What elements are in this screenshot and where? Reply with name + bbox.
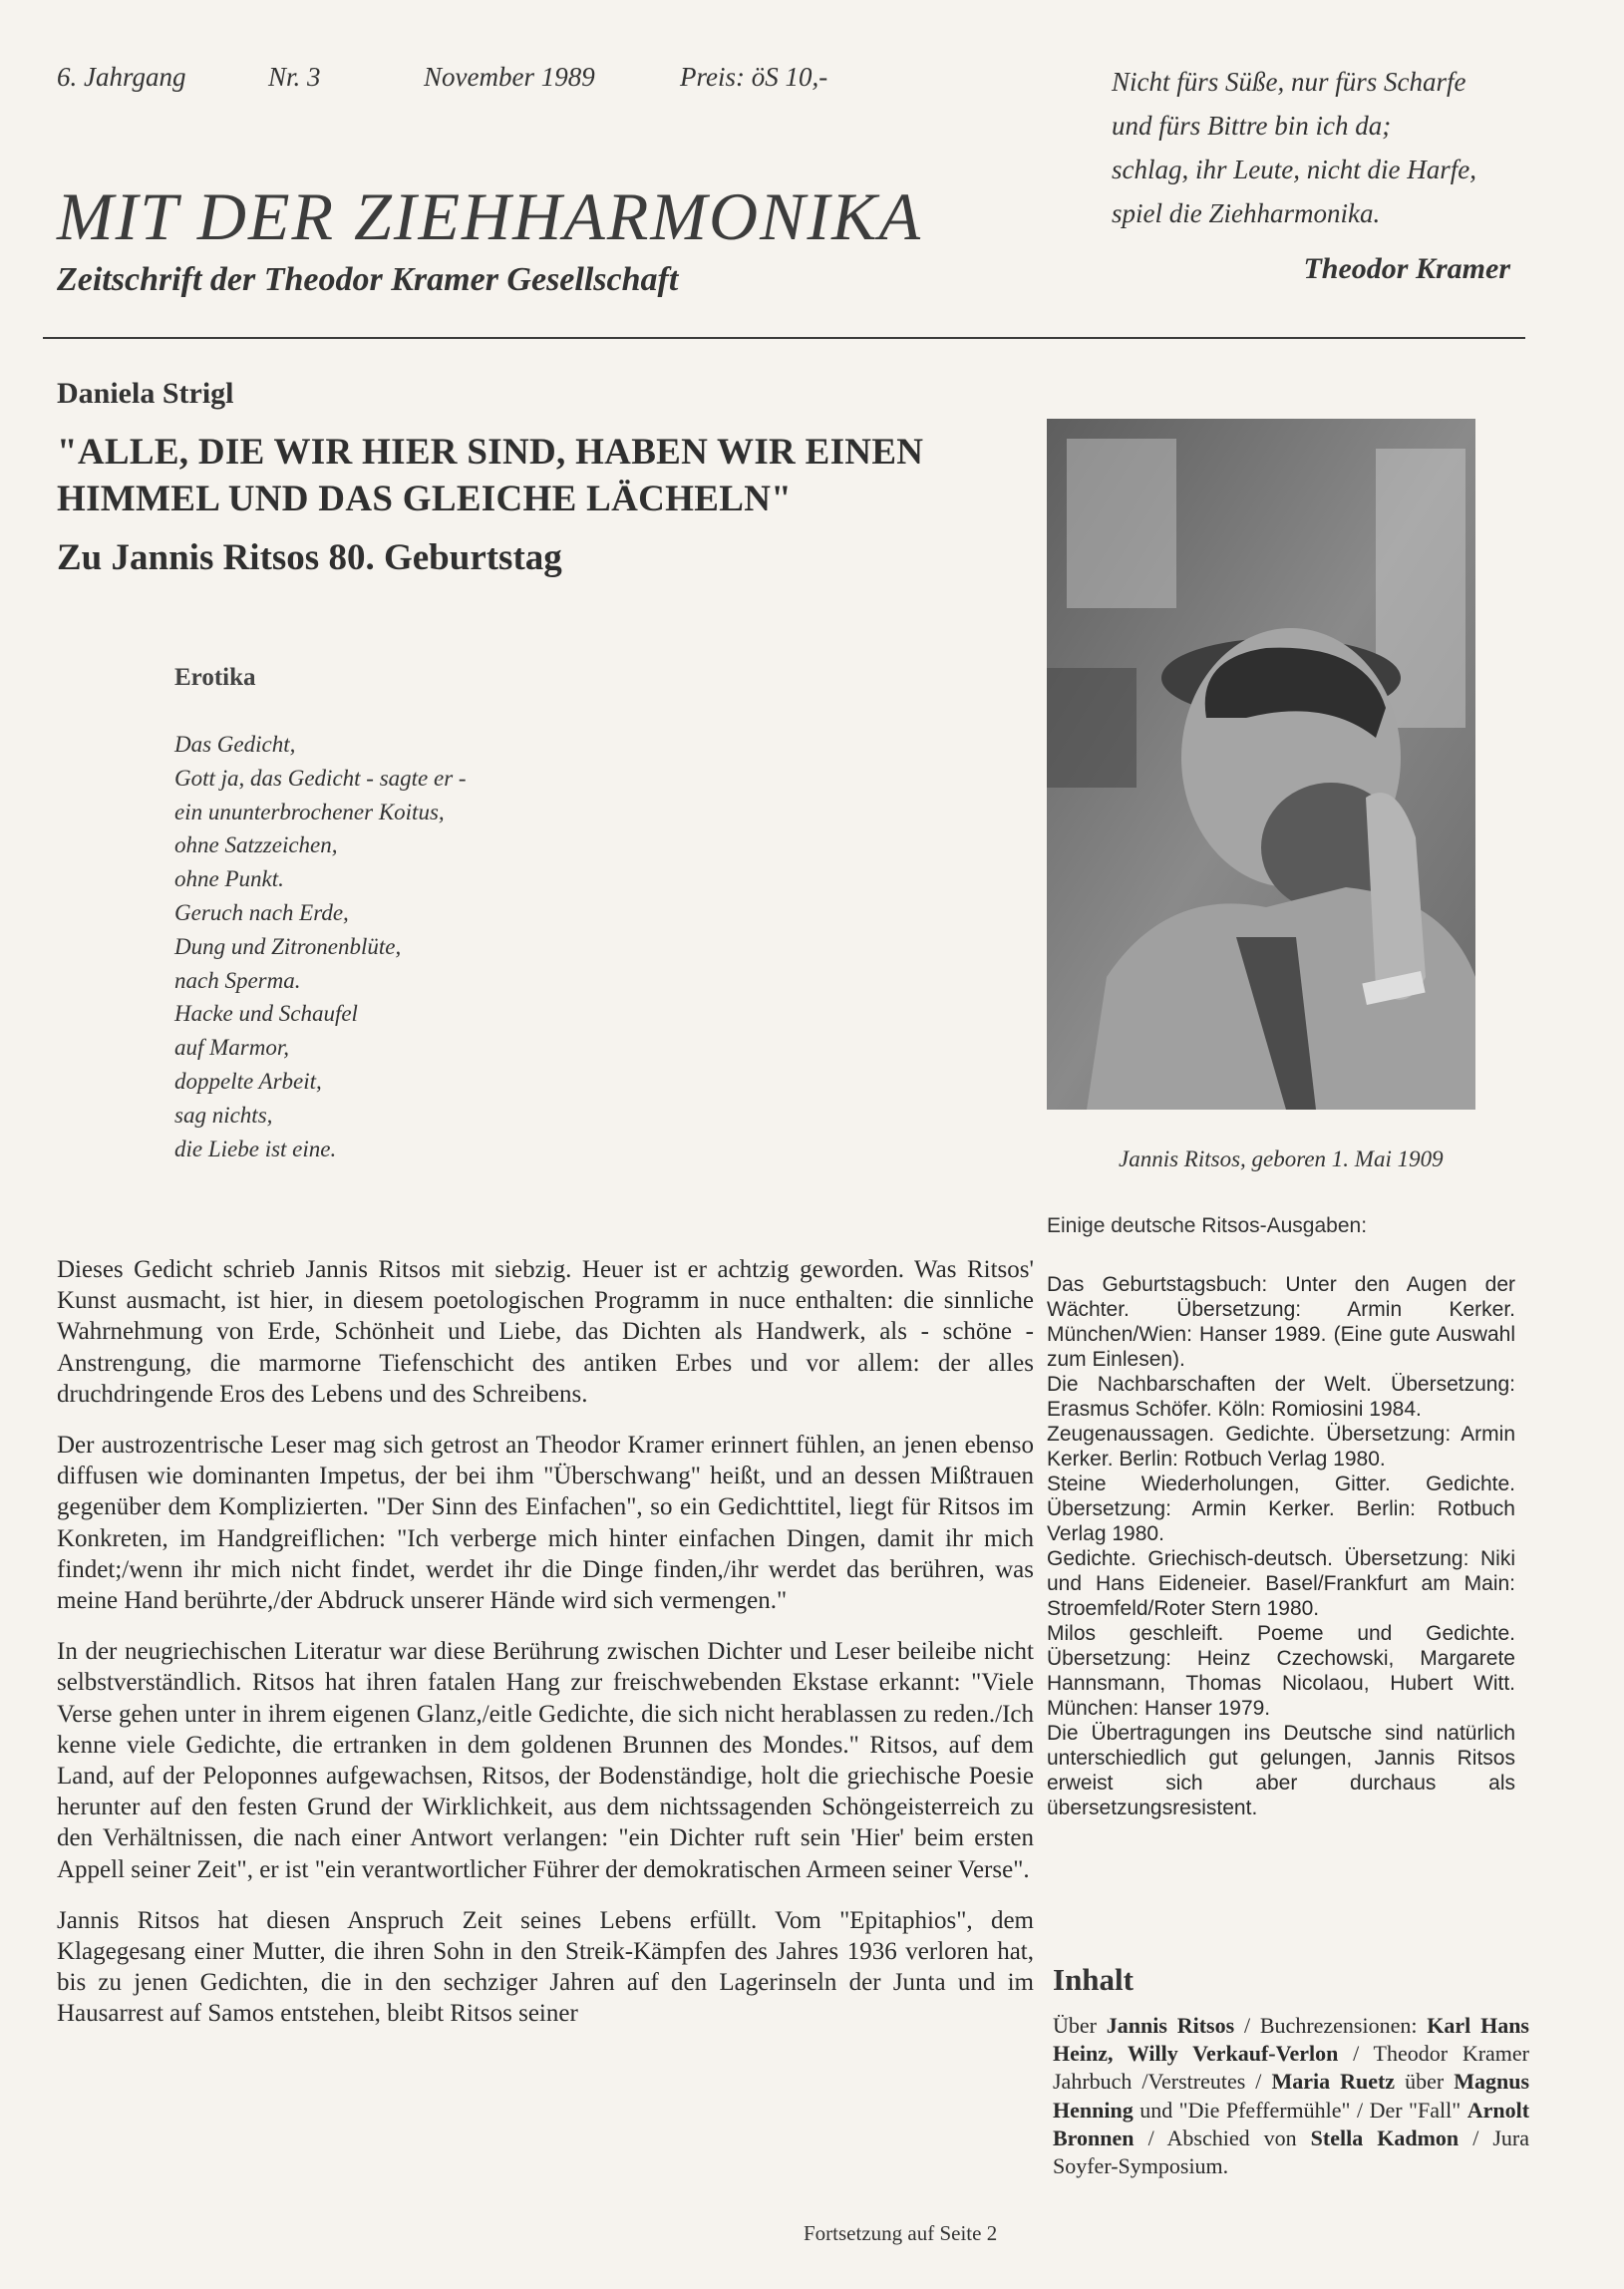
contents-text-part: / Jura Soyfer-Symposium. [1053,2125,1530,2179]
body-paragraph: Jannis Ritsos hat diesen Anspruch Zeit seines Lebens erfüllt. Vom "Epitaphios", dem Klagegesang einer Mutter, die ihren Sohn in den Streik-Kämpfen des Jahres 1936 verloren hat, bis zu jenen Gedichten, die in den sechziger Jahren auf den Lagerinseln der Junta und im Hausarrest auf Samos entstehen, bleibt Ritsos seiner [57,1906,1034,2028]
poem-line: ohne Punkt. [174,866,284,892]
portrait-illustration [1047,419,1475,1110]
article-headline [57,429,984,522]
motto-line: und fürs Bittre bin ich da; [1112,111,1392,141]
contents-name: Arnolt Bronnen [1053,2097,1530,2150]
contents-text-part: / Abschied von [1147,2125,1297,2150]
headline-line: HIMMEL UND DAS GLEICHE LÄCHELN" [57,479,793,519]
contents-text-part: / Buchrezensionen: [1243,2013,1418,2038]
motto-author: Theodor Kramer [1303,252,1510,285]
editions-list [1047,1272,1515,1820]
poem-title: Erotika [174,664,256,691]
continuation-note: Fortsetzung auf Seite 2 [804,2221,998,2245]
motto-line: Nicht fürs Süße, nur fürs Scharfe [1112,67,1466,97]
body-paragraph: Der austrozentrische Leser mag sich getrost an Theodor Kramer erinnert fühlen, an jenen ebenso diffusen wie dominanten Impetus, der bei ihm "Überschwang" heißt, und an dessen Mißtrauen gegenüber dem Komplizierten. "Der Sinn des Einfachen", so ein Gedichttitel, liegt für Ritsos im Konkreten, im Handgreiflichen: "Ich verberge mich hinter einfachen Dingen, damit ihr mich findet;/wenn ihr mich nicht findet, werdet ihr die Dinge finden,/ihr werdet das berühren, was meine Hand berührte,/der Abdruck unserer Hände wird sich vermengen." [57,1432,1034,1615]
article-body [57,1254,1034,2050]
edition-entry: Milos geschleift. Poeme und Gedichte. Übersetzung: Heinz Czechowski, Margarete Hannsmann, Thomas Nicolaou, Hubert Witt. München: Hanser 1979. [1047,1622,1515,1720]
poem-line: doppelte Arbeit, [174,1068,322,1094]
issue-number: Nr. 3 [268,62,321,92]
edition-entry: Die Nachbarschaften der Welt. Übersetzung: Erasmus Schöfer. Köln: Romiosini 1984. [1047,1373,1515,1421]
contents-name: Karl Hans Heinz, Willy Verkauf-Verlon [1053,2013,1529,2067]
poem-line: Hacke und Schaufel [174,1001,358,1027]
poem-line: Geruch nach Erde, [174,899,349,925]
contents-name: Magnus Henning [1053,2069,1529,2123]
masthead-title: MIT DER ZIEHHARMONIKA [57,178,922,254]
headline-line: "ALLE, DIE WIR HIER SIND, HABEN WIR EINEN [57,432,924,473]
contents-text-part: und "Die Pfeffermühle" / Der "Fall" [1139,2097,1462,2123]
motto-line: spiel die Ziehharmonika. [1112,198,1381,228]
masthead-subtitle: Zeitschrift der Theodor Kramer Gesellschaft [57,261,679,298]
poem-line: ein ununterbrochener Koitus, [174,799,445,824]
poem-line: nach Sperma. [174,967,301,993]
poem [174,728,467,1165]
article-deck: Zu Jannis Ritsos 80. Geburtstag [57,537,562,578]
issue-date: November 1989 [424,62,595,92]
photo-caption: Jannis Ritsos, geboren 1. Mai 1909 [1119,1146,1444,1171]
issue-volume: 6. Jahrgang [57,62,186,92]
body-paragraph: In der neugriechischen Literatur war diese Berührung zwischen Dichter und Leser beileibe nicht selbstverständlich. Ritsos hat ihren fatalen Hang zur freischwebenden Ekstase erkannt: "Viele Verse gehen unter in ihrem eigenen Glanz,/eitle Gedichte, die sich nicht herablassen zu reden./Ich kenne viele Gedichte, die ertranken in dem goldenen Brunnen des Mondes." Ritsos, auf dem Land, auf der Peloponnes aufgewachsen, Ritsos, der Bodenständige, holt die griechische Poesie herunter auf den festen Grund der Wirklichkeit, aus dem nichtssagenden Schöngeisterreich zu den Verhältnissen, die nach einer Antwort verlangen: "ein Dichter ruft sein 'Hier' beim ersten Appell seiner Zeit", er ist "ein verantwortlicher Führer der demokratischen Armeen seiner Verse". [57,1638,1034,1883]
poem-line: Das Gedicht, [174,732,296,757]
edition-entry: Die Übertragungen ins Deutsche sind natürlich unterschiedlich gut gelungen, Jannis Ritsos erweist sich aber durchaus als übersetzungsresistent. [1047,1722,1515,1819]
poem-line: Gott ja, das Gedicht - sagte er - [174,765,467,791]
poem-line: auf Marmor, [174,1035,290,1061]
issue-price: Preis: öS 10,- [680,62,828,92]
poem-line: die Liebe ist eine. [174,1136,337,1161]
contents-text-part: über [1405,2069,1445,2095]
poem-line: Dung und Zitronenblüte, [174,933,402,959]
header-divider [43,337,1525,339]
edition-entry: Steine Wiederholungen, Gitter. Gedichte. Übersetzung: Armin Kerker. Berlin: Rotbuch Verlag 1980. [1047,1472,1515,1545]
poem-line: sag nichts, [174,1102,273,1128]
contents-text-part: / Theodor Kramer Jahrbuch /Verstreutes / [1053,2041,1529,2095]
motto [1112,60,1510,291]
portrait-photo [1047,419,1475,1110]
edition-entry: Gedichte. Griechisch-deutsch. Übersetzung: Niki und Hans Eideneier. Basel/Frankfurt am Main: Stroemfeld/Roter Stern 1980. [1047,1547,1515,1620]
contents-text-part: Über [1053,2013,1097,2038]
poem-line: ohne Satzzeichen, [174,832,338,858]
contents-heading: Inhalt [1053,1962,1134,1997]
contents-text [1053,2012,1529,2180]
editions-heading: Einige deutsche Ritsos-Ausgaben: [1047,1214,1368,1237]
motto-line: schlag, ihr Leute, nicht die Harfe, [1112,155,1476,184]
edition-entry: Zeugenaussagen. Gedichte. Übersetzung: Armin Kerker. Berlin: Rotbuch Verlag 1980. [1047,1423,1515,1471]
contents-name: Maria Ruetz [1271,2069,1396,2095]
article-author: Daniela Strigl [57,377,234,410]
edition-entry: Das Geburtstagsbuch: Unter den Augen der Wächter. Übersetzung: Armin Kerker. München/Wien: Hanser 1989. (Eine gute Auswahl zum Einlesen). [1047,1273,1515,1371]
contents-name: Jannis Ritsos [1106,2013,1235,2038]
contents-name: Stella Kadmon [1310,2125,1460,2150]
body-paragraph: Dieses Gedicht schrieb Jannis Ritsos mit siebzig. Heuer ist er achtzig geworden. Was Ritsos' Kunst ausmacht, ist hier, in diesem poetologischen Programm in nuce enthalten: die sinnliche Wahrnehmung von Erde, Schönheit und Liebe, das Dichten als Handwerk, als - schöne - Anstrengung, die marmorne Tiefenschicht des antiken Erbes und vor allem: der alles druchdringende Eros des Lebens und des Schreibens. [57,1256,1034,1408]
